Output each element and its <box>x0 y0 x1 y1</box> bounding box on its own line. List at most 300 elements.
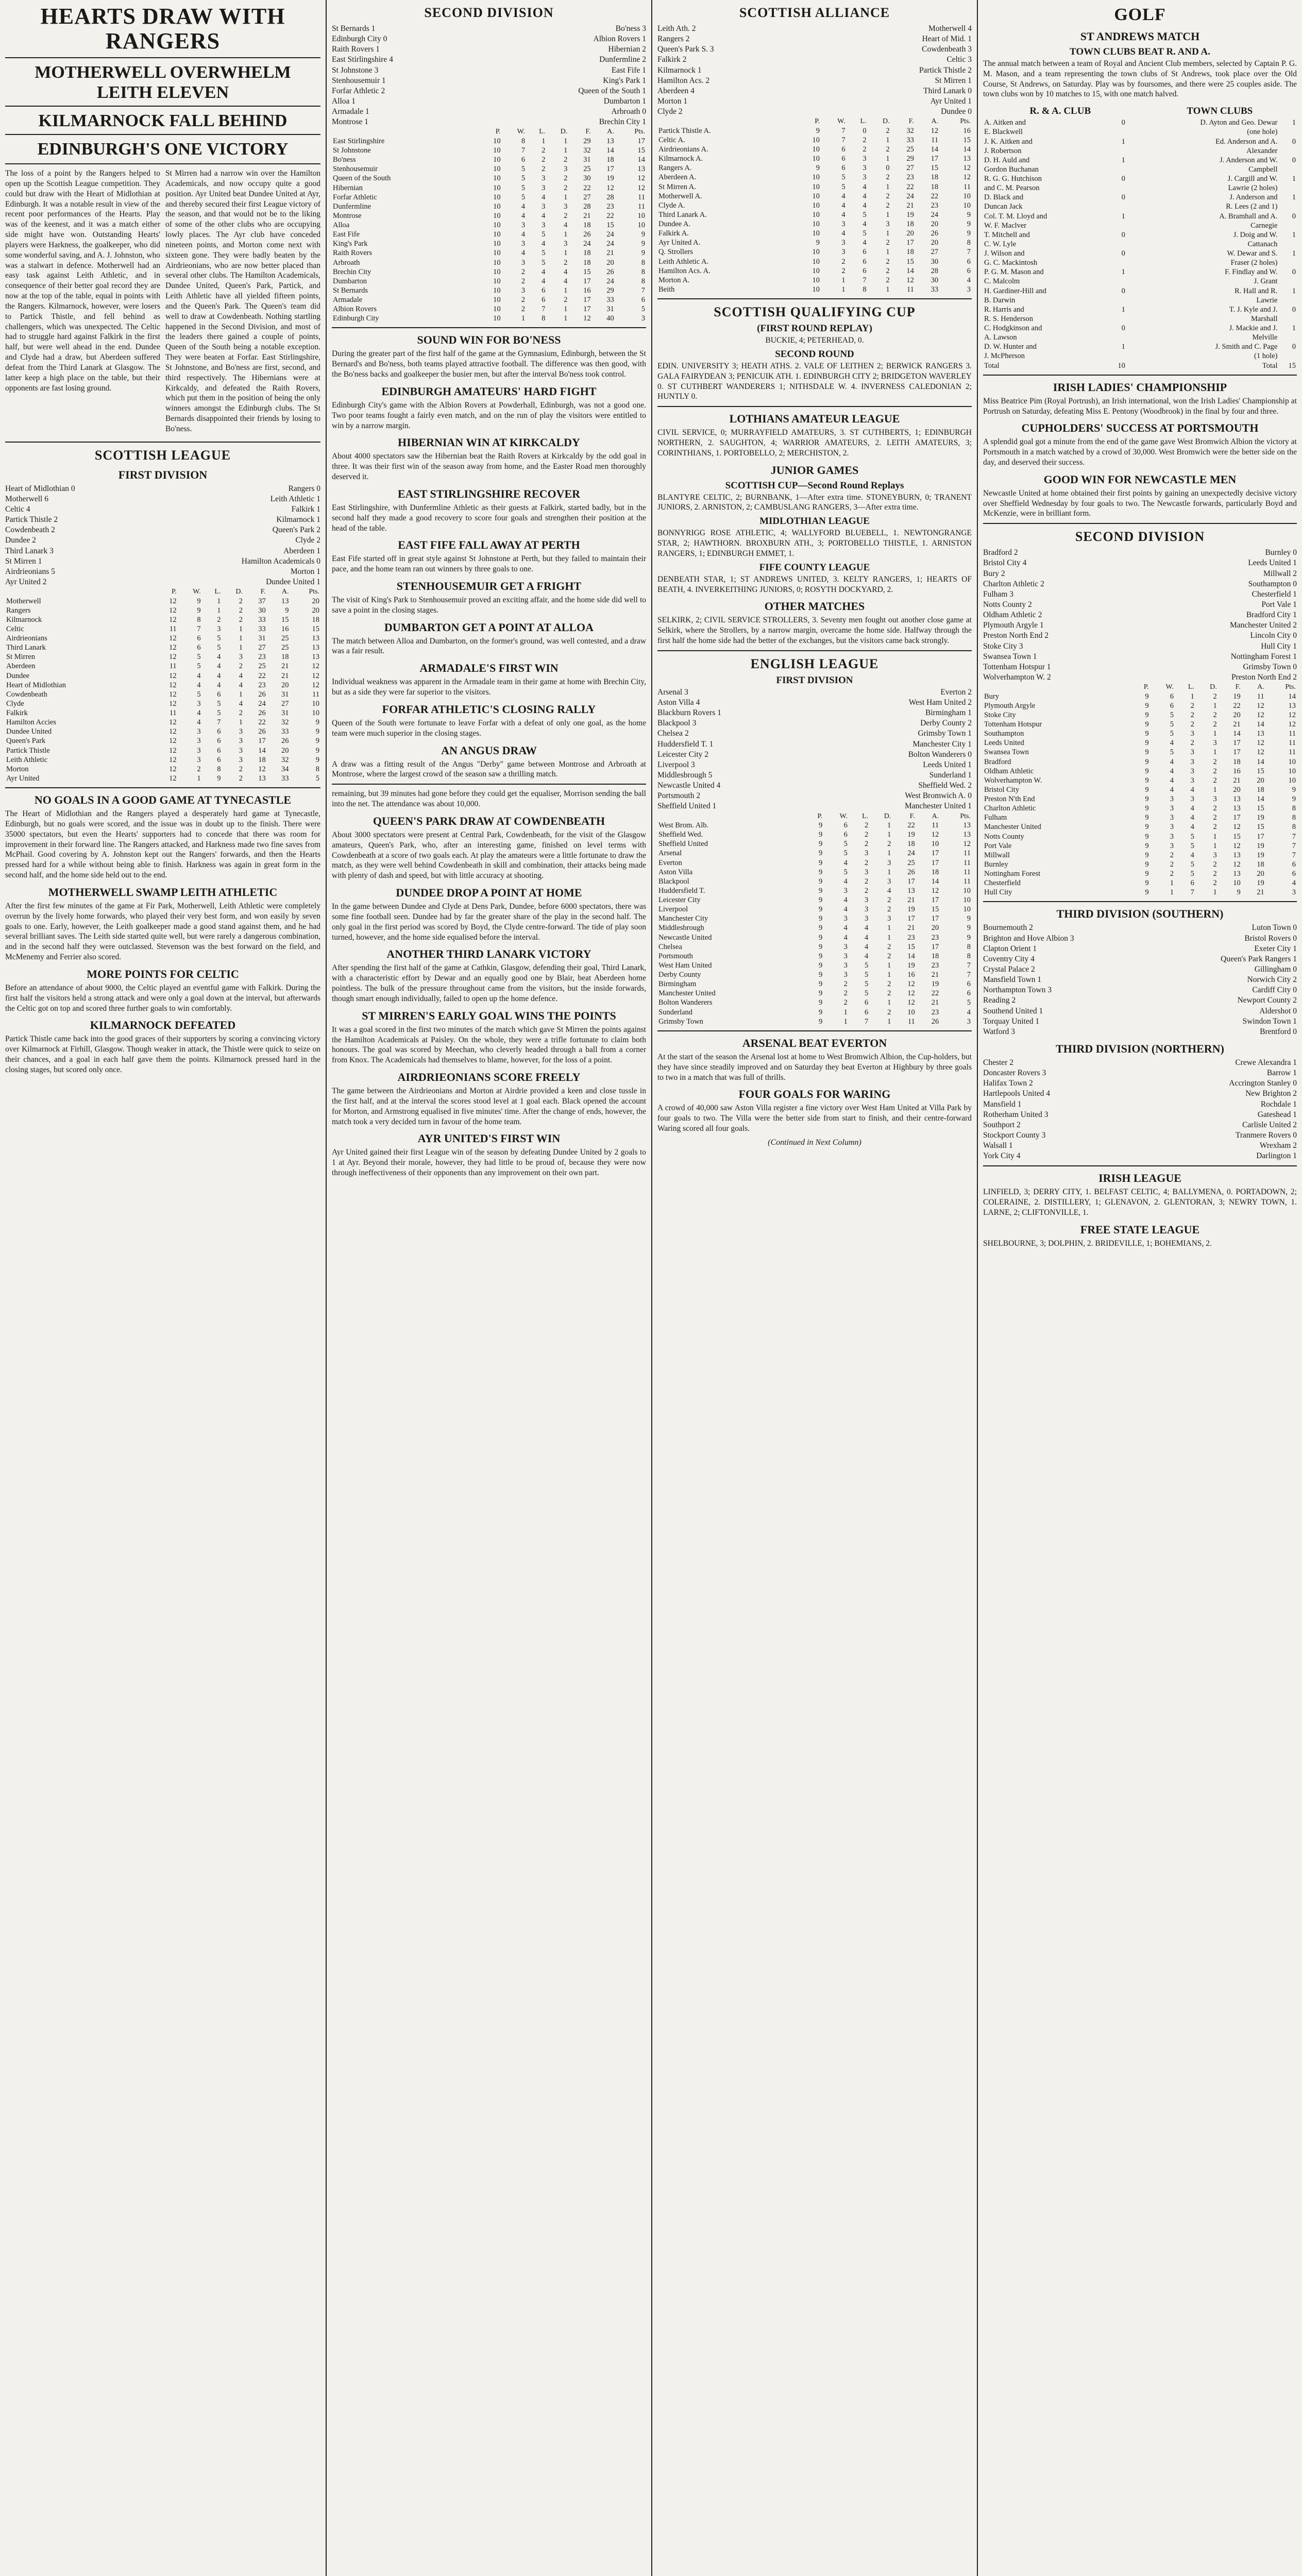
intro-left-text: The loss of a point by the Rangers helped to open up the Scottish League competition. They could but draw with the Heart of Midlothian at Edinburgh. It was a notable result in view of the recent poor performances of the Hearts. Play was of the keenest, and it was a match either side might have won. Outstanding Hearts' players were Harkness, the goalkeeper, who did some wonderful saving, and A. J. Johnston, who was a stalwart in defence. Motherwell had an easy task against Leith Athletic, and in consequence of their better goal record they are now at the top of the table, equal in points with the Rangers. Kilmarnock, however, were losers to Partick Thistle, and fell behind as challengers, which was unexpected. The Celtic had to struggle hard against Falkirk in the first half, but were well ahead in the end. Dundee and Clyde had a draw, but Aberdeen suffered defeat from the Third Lanark at Glasgow. The latter keep a high place on the table, but their opponents are fast losing ground. <box>5 169 160 393</box>
table-cell: 2 <box>1213 757 1217 766</box>
table-cell: 13 <box>281 597 289 605</box>
table-cell: 15 <box>1257 767 1264 775</box>
table-cell: 17 <box>1257 832 1264 841</box>
table-cell: Wolverhampton W. <box>984 776 1042 785</box>
table-cell: 1 <box>564 286 568 295</box>
result-row <box>983 1151 1297 1161</box>
table-cell: 19 <box>931 980 939 989</box>
table-cell: 4 <box>863 220 867 229</box>
table-cell: 7 <box>967 248 971 257</box>
table-row <box>332 314 646 323</box>
table-cell: 2 <box>887 942 891 951</box>
table-cell: 14 <box>1257 757 1264 766</box>
divider <box>983 901 1297 902</box>
table-cell: Armadale <box>333 296 363 304</box>
table-cell: Morton <box>6 765 29 773</box>
divider <box>332 784 646 785</box>
table-cell: 25 <box>281 643 289 652</box>
table-cell: 1 <box>887 849 891 858</box>
table-row <box>332 258 646 267</box>
table-cell: 6 <box>967 257 971 266</box>
table-row <box>983 267 1297 277</box>
article-heading: DUNDEE DROP A POINT AT HOME <box>396 886 582 900</box>
table-row <box>983 240 1297 249</box>
table-cell: Partick Thistle <box>6 746 50 755</box>
table-cell: 9 <box>818 924 823 933</box>
table-cell: 5 <box>864 971 869 979</box>
home-team: Motherwell 6 <box>5 494 48 503</box>
table-cell: 12 <box>1233 841 1241 850</box>
table-cell: 18 <box>583 258 591 267</box>
table-row <box>657 868 972 877</box>
table-row <box>332 193 646 202</box>
away-team: Lincoln City 0 <box>1250 631 1297 640</box>
table-cell: 21 <box>281 671 289 680</box>
away-team: Tranmere Rovers 0 <box>1235 1130 1297 1140</box>
table-cell: 9 <box>1145 720 1149 729</box>
table-cell: 9 <box>197 606 201 615</box>
table-cell: West Ham United <box>658 961 712 970</box>
table-row <box>983 137 1297 146</box>
article-heading: ST MIRREN'S EARLY GOAL WINS THE POINTS <box>362 1009 616 1022</box>
table-cell: 9 <box>1145 748 1149 757</box>
table-cell: 1 <box>1170 888 1174 897</box>
table-header-cell: P. <box>817 812 823 820</box>
table-header-row <box>657 812 972 821</box>
table-cell: 1 <box>887 821 891 830</box>
table-cell: 3 <box>197 727 201 736</box>
away-team: Newport County 2 <box>1237 996 1297 1005</box>
divider <box>5 442 320 443</box>
table-row <box>983 277 1297 286</box>
table-cell: 1 <box>886 182 890 191</box>
table-cell: 12 <box>169 765 177 773</box>
table-cell: 15 <box>281 615 289 624</box>
table-row <box>332 202 646 211</box>
result-row <box>657 55 972 65</box>
table-cell: 6 <box>843 821 848 830</box>
away-team: Rangers 0 <box>288 484 320 493</box>
home-team: St Johnstone 3 <box>332 65 379 75</box>
table-cell: 12 <box>169 727 177 736</box>
table-cell: 2 <box>1213 870 1217 878</box>
table-cell: 20 <box>1233 785 1241 794</box>
table-cell: 10 <box>812 135 820 144</box>
table-cell: 1 <box>886 155 890 163</box>
table-cell: R. Lees (2 and 1) <box>1226 202 1278 211</box>
table-cell: 0 <box>1121 286 1125 295</box>
table-row <box>983 286 1297 296</box>
table-cell: 11 <box>907 1017 915 1026</box>
table-cell: 20 <box>312 597 319 605</box>
home-team: Southend United 1 <box>983 1006 1043 1015</box>
table-row <box>983 832 1297 841</box>
table-cell: and C. M. Pearson <box>984 184 1040 193</box>
result-row <box>983 579 1297 589</box>
home-team: Heart of Midlothian 0 <box>5 484 75 493</box>
table-cell: 1 <box>1292 324 1296 333</box>
away-team: Hibernian 2 <box>608 45 646 54</box>
table-row <box>657 886 972 895</box>
table-cell: 8 <box>863 285 867 294</box>
table-cell: 14 <box>931 877 939 886</box>
table-cell: 4 <box>1190 804 1194 813</box>
result-row <box>332 34 646 44</box>
table-cell: 2 <box>886 266 890 275</box>
table-cell: Bradford <box>984 757 1011 766</box>
table-cell: 24 <box>906 192 914 200</box>
divider <box>5 163 320 164</box>
article-body: Miss Beatrice Pim (Royal Portrush), an Irish international, won the Irish Ladies' Championship at Portrush on Saturday, defeating Miss E. Pentony (Woodbrook) in the final by four and three. <box>983 396 1297 416</box>
article-heading: FORFAR ATHLETIC'S CLOSING RALLY <box>382 702 596 716</box>
article-body: After the first few minutes of the game at Fir Park, Motherwell, Leith Athletic were completely overrun by the lively home forwards, who played their very best form, and won easily by seven goals to one. Early, however, the Leith goalkeeper made a good stand against them, and he had several brilliant saves. The Leith side started quite well, but were rarely a dangerous combination, and in the second half they were outclassed. Stevenson was the best forward on the field, and McMenemy and Ferrier also scored. <box>5 901 320 962</box>
result-row <box>332 55 646 65</box>
table-cell: Queen's Park <box>6 737 46 745</box>
table-cell: Airdrieonians A. <box>658 145 708 154</box>
away-team: Birmingham 1 <box>925 708 972 718</box>
article-body: The Heart of Midlothian and the Rangers played a desperately hard game at Tynecastle, Edinburgh, but no goals were scored, and the issue was in doubt up to the finish. There were 35000 spectators, but even the Hearts' supporters had to concede that there was room for improvement in their forward line. The Rangers attacked, and Harkness made two fine saves from McPhail. Good covering by A. Johnston kept out the Rangers' forwards, and then the Hearts pressed hard for a while without being able to finish. Harkness was again in great form in the second half, and the home side held out to the end. <box>5 809 320 880</box>
article-heading: KILMARNOCK DEFEATED <box>90 1019 236 1032</box>
table-cell: 18 <box>1233 757 1241 766</box>
away-team: Queen's Park Rangers 1 <box>1221 954 1297 963</box>
table-cell: 5 <box>542 249 546 258</box>
table-row <box>332 267 646 277</box>
table-cell: 10 <box>812 155 820 163</box>
table-row <box>983 729 1297 738</box>
table-cell: 10 <box>1288 776 1296 785</box>
table-cell: 2 <box>239 765 243 773</box>
table-header-cell: L. <box>214 588 221 596</box>
table-cell: 13 <box>606 137 614 145</box>
table-cell: 11 <box>1257 692 1264 701</box>
away-team: Albion Rovers 1 <box>593 35 646 44</box>
table-cell: 0 <box>886 164 890 173</box>
table-cell: 4 <box>843 858 848 867</box>
table-row <box>983 748 1297 757</box>
table-cell: 10 <box>1288 767 1296 775</box>
table-cell: 2 <box>886 126 890 135</box>
table-cell: 4 <box>1170 767 1174 775</box>
home-team: Rotherham United 3 <box>983 1110 1049 1119</box>
table-cell: 9 <box>1145 692 1149 701</box>
table-cell: 3 <box>864 905 869 914</box>
table-cell: 6 <box>217 755 221 764</box>
table-cell: 23 <box>931 1008 939 1016</box>
table-row <box>5 606 320 615</box>
home-team: Fulham 3 <box>983 589 1013 599</box>
table-cell <box>1278 221 1297 230</box>
article-body: Newcastle United at home obtained their first points by gaining an unexpectedly decisive victory over Sheffield Wednesday by four goals to two. The Newcastle forwards, particularly Boyd and McKenzie, were in brilliant form. <box>983 488 1297 518</box>
deck-edinburgh: EDINBURGH'S ONE VICTORY <box>5 134 320 159</box>
table-cell: 9 <box>818 971 823 979</box>
table-cell: Manchester City <box>658 914 708 923</box>
article-body: During the greater part of the first half of the game at the Gymnasium, Edinburgh, between the St Bernard's and Bo'ness, both teams played attractive football. The difference was then good, with the Bo'ness backs and goalkeeper the busier men, but after the interval Bo'ness took control. <box>332 349 646 379</box>
table-cell: 28 <box>931 266 939 275</box>
table-cell: R. G. G. Hutchison <box>984 175 1042 183</box>
table-cell: 13 <box>637 165 645 174</box>
table-cell: 13 <box>1233 804 1241 813</box>
table-cell: 22 <box>931 989 939 998</box>
result-row <box>983 1130 1297 1141</box>
table-row <box>5 774 320 783</box>
home-team: Charlton Athletic 2 <box>983 579 1044 588</box>
table-cell: 19 <box>907 905 915 914</box>
table-row <box>332 230 646 239</box>
table-cell: 8 <box>217 765 221 773</box>
home-team: East Stirlingshire 4 <box>332 55 393 64</box>
home-team: Ayr United 2 <box>5 577 47 586</box>
table-cell: Dundee United <box>6 727 52 736</box>
table-cell: 21 <box>583 211 591 220</box>
table-cell: 12 <box>906 276 914 284</box>
table-row <box>983 314 1297 324</box>
table-cell: 21 <box>907 896 915 905</box>
table-cell: J. Wilson and <box>984 249 1025 258</box>
column-1 <box>0 0 326 2576</box>
table-cell: 28 <box>606 193 614 201</box>
article-heading: QUEEN'S PARK DRAW AT COWDENBEATH <box>373 814 605 827</box>
home-team: Brighton and Hove Albion 3 <box>983 934 1074 943</box>
table-cell: Airdrieonians <box>6 634 47 643</box>
table-row <box>983 785 1297 794</box>
table-cell: 3 <box>841 248 846 257</box>
table-row <box>657 219 972 229</box>
table-cell: J. Anderson and W. <box>1220 156 1278 164</box>
home-team: Sheffield United 1 <box>657 802 717 811</box>
table-cell: 12 <box>169 690 177 699</box>
table-cell: 1 <box>887 924 891 933</box>
result-row <box>657 107 972 117</box>
table-cell: 5 <box>1170 748 1174 757</box>
table-cell: Hull City <box>984 888 1012 897</box>
table-cell: 20 <box>931 239 939 247</box>
away-team: Dundee 0 <box>941 107 972 116</box>
table-header-row <box>657 117 972 126</box>
table-header-cell: Pts. <box>634 128 645 136</box>
table-header-cell: Pts. <box>1285 683 1296 691</box>
table-cell: 4 <box>864 924 869 933</box>
table-cell: 5 <box>864 961 869 970</box>
table-cell: 15 <box>1233 832 1241 841</box>
table-cell: 1 <box>1121 137 1125 146</box>
table-cell: 7 <box>1190 888 1194 897</box>
table-cell: Dumbarton <box>333 277 367 285</box>
table-cell: 4 <box>864 942 869 951</box>
table-cell: 11 <box>169 624 177 633</box>
table-cell: 9 <box>818 858 823 867</box>
home-team: Montrose 1 <box>332 117 369 127</box>
table-cell: 2 <box>887 989 891 998</box>
table-cell: 23 <box>258 681 266 689</box>
table-cell: 16 <box>583 286 591 295</box>
table-cell: Middlesbrough <box>658 924 704 933</box>
table-cell: 3 <box>542 221 546 230</box>
english-first-division: FIRST DIVISION <box>776 674 853 686</box>
table-row <box>983 888 1297 897</box>
away-team: Morton 1 <box>290 567 320 576</box>
table-row <box>983 212 1297 221</box>
table-cell <box>1278 183 1297 193</box>
table-cell: 17 <box>906 239 914 247</box>
table-cell <box>1278 333 1297 342</box>
table-row <box>983 720 1297 729</box>
table-cell: Alexander <box>1246 146 1278 155</box>
table-cell: 1 <box>564 305 568 314</box>
table-cell: 14 <box>907 952 915 960</box>
table-cell: Chelsea <box>658 942 682 951</box>
away-team: Arbroath 0 <box>611 107 646 116</box>
golf-pairs-table <box>983 118 1297 370</box>
home-team: Bournemouth 2 <box>983 923 1033 933</box>
result-row <box>983 631 1297 641</box>
table-cell: 2 <box>887 980 891 989</box>
table-cell: 9 <box>315 718 319 727</box>
table-cell: Liverpool <box>658 905 688 914</box>
table-cell <box>1278 127 1297 137</box>
home-team: Blackpool 3 <box>657 719 697 728</box>
table-header-cell: P. <box>1143 683 1149 691</box>
table-cell: Third Lanark A. <box>658 210 707 219</box>
table-cell: 13 <box>963 831 971 839</box>
table-cell: 0 <box>1121 193 1125 202</box>
table-header-cell: F. <box>585 128 591 136</box>
article-heading: NO GOALS IN A GOOD GAME AT TYNECASTLE <box>34 793 292 807</box>
article-body: BONNYRIGG ROSE ATHLETIC, 4; WALLYFORD BLUEBELL, 1. NEWTONGRANGE STAR, 2; HAWTHORN. BROXBURN ATH., 3; PORTOBELLO THISTLE, 1. ARNISTON RANGERS, 1; EDINBURGH EMMET, 1. <box>657 529 972 558</box>
table-header-cell: P. <box>815 117 820 126</box>
table-cell: 9 <box>285 606 289 615</box>
table-cell: (1 hole) <box>1254 352 1278 361</box>
table-cell: 2 <box>886 145 890 154</box>
table-cell: 27 <box>906 164 914 173</box>
table-cell: J. Doig and W. <box>1233 230 1278 239</box>
table-cell: Newcastle United <box>658 933 712 942</box>
table-row <box>657 998 972 1007</box>
irish-league-heading: IRISH LEAGUE <box>1098 1172 1181 1185</box>
table-cell: 1 <box>886 135 890 144</box>
table-cell: 12 <box>312 662 319 671</box>
table-cell <box>1278 314 1297 324</box>
table-row <box>983 878 1297 888</box>
table-cell: Falkirk A. <box>658 229 689 238</box>
divider <box>657 650 972 651</box>
table-row <box>657 1017 972 1026</box>
table-row <box>5 681 320 690</box>
table-row <box>657 266 972 276</box>
table-cell: 10 <box>812 182 820 191</box>
first-division-table <box>5 587 320 783</box>
home-team: Preston North End 2 <box>983 631 1049 640</box>
table-cell: Rangers A. <box>658 164 692 173</box>
table-cell: 2 <box>239 774 243 783</box>
result-row <box>983 569 1297 579</box>
table-cell: 12 <box>907 998 915 1007</box>
table-cell: 23 <box>906 173 914 182</box>
table-cell: 33 <box>258 615 266 624</box>
table-cell: 2 <box>217 615 221 624</box>
table-cell: 3 <box>1213 851 1217 859</box>
table-cell: 2 <box>863 135 867 144</box>
table-cell: 4 <box>967 1008 971 1016</box>
table-cell: 18 <box>931 173 939 182</box>
table-cell: 9 <box>315 727 319 736</box>
table-header-cell: Pts. <box>960 117 971 126</box>
table-row <box>5 671 320 681</box>
table-cell: 23 <box>931 201 939 210</box>
table-cell: 24 <box>583 240 591 248</box>
table-cell: 1 <box>239 643 243 652</box>
table-cell: 33 <box>931 285 939 294</box>
table-cell: 2 <box>1170 860 1174 869</box>
table-cell: 9 <box>1145 710 1149 719</box>
table-cell: 18 <box>906 220 914 229</box>
result-row <box>657 86 972 96</box>
table-cell: 10 <box>812 257 820 266</box>
table-row <box>657 952 972 961</box>
table-cell: 3 <box>841 239 846 247</box>
table-cell: 11 <box>312 690 319 699</box>
table-cell: 2 <box>564 183 568 192</box>
away-team: St Mirren 1 <box>935 76 972 85</box>
article-heading: ARMADALE'S FIRST WIN <box>419 662 559 675</box>
away-team: Chesterfield 1 <box>1252 589 1297 599</box>
away-team: East Fife 1 <box>611 65 646 75</box>
table-row <box>983 860 1297 869</box>
table-cell: G. C. Mackintosh <box>984 259 1038 267</box>
table-cell: Burnley <box>984 860 1008 869</box>
table-cell: 17 <box>1233 748 1241 757</box>
table-cell: 27 <box>281 699 289 708</box>
table-cell: 29 <box>606 286 614 295</box>
table-cell: Dunfermline <box>333 202 371 211</box>
result-row <box>983 548 1297 558</box>
table-cell: 1 <box>1213 730 1217 738</box>
table-header-cell: L. <box>860 117 867 126</box>
away-team: Bo'ness 3 <box>615 24 646 33</box>
table-cell <box>1108 221 1126 230</box>
away-team: King's Park 1 <box>603 76 646 85</box>
result-row <box>983 641 1297 652</box>
table-cell: 6 <box>217 737 221 745</box>
table-cell: 17 <box>931 155 939 163</box>
table-row <box>657 163 972 173</box>
table-cell: 3 <box>1292 888 1296 897</box>
table-cell: 3 <box>864 849 869 858</box>
table-cell: 3 <box>641 314 645 323</box>
table-cell: 0 <box>1121 249 1125 258</box>
home-team: Notts County 2 <box>983 600 1032 609</box>
table-cell: E. Blackwell <box>984 128 1023 137</box>
golf-subheading: ST ANDREWS MATCH <box>1080 30 1200 43</box>
result-row <box>983 1027 1297 1037</box>
table-cell: Tottenham Hotspur <box>984 720 1042 729</box>
table-cell: 15 <box>931 164 939 173</box>
table-cell: 13 <box>907 886 915 895</box>
table-cell: Preston N'th End <box>984 795 1035 804</box>
table-row <box>983 230 1297 240</box>
table-cell: 6 <box>197 643 201 652</box>
table-cell: 26 <box>907 868 915 876</box>
table-cell: 2 <box>841 257 846 266</box>
third-north-results <box>983 1058 1297 1161</box>
article-body: SHELBOURNE, 3; DOLPHIN, 2. BRIDEVILLE, 1; BOHEMIANS, 2. <box>983 1239 1212 1248</box>
table-cell: 4 <box>217 671 221 680</box>
table-cell <box>1278 351 1297 361</box>
home-team: Tottenham Hotspur 1 <box>983 662 1051 671</box>
table-header-cell: D. <box>884 812 891 820</box>
table-cell: 12 <box>169 699 177 708</box>
table-cell: 16 <box>907 971 915 979</box>
table-cell: 1 <box>841 285 846 294</box>
